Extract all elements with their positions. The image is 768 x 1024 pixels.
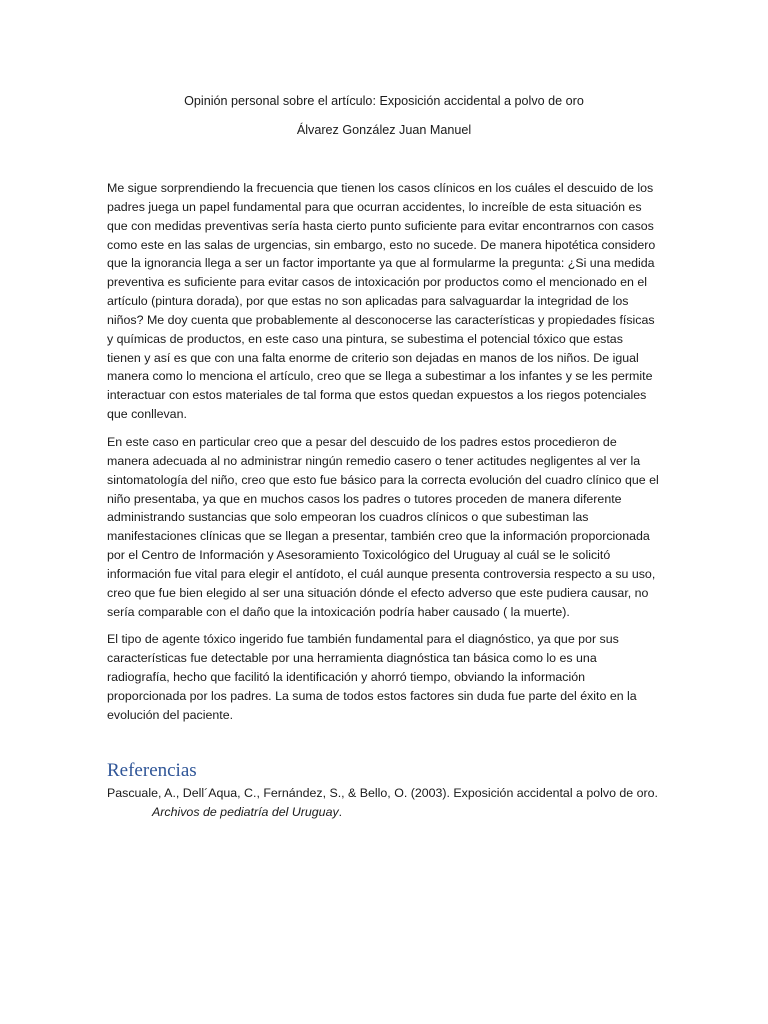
body-paragraph: En este caso en particular creo que a pesar del descuido de los padres estos procedieron de manera adecuada al no administrar ningún remedio casero o tener actitudes negligentes al ver la sintomatología del niño, creo que esto fue básico para la correcta evolución del cuadro clínico que el niño presentaba, ya que en muchos casos los padres o tutores proceden de manera diferente administrando sustancias que solo empeoran los cuadros clínicos o que subestiman las manifestaciones clínicas que se llegan a presentar, también creo que la información proporcionada por el Centro de Información y Asesoramiento Toxicológico del Uruguay al cuál se le solicitó información fue vital para elegir el antídoto, el cuál aunque presenta controversia respecto a su uso, creo que fue bien elegido al ser una situación dónde el efecto adverso que este pudiera causar, no sería comparable con el daño que la intoxicación podría haber causado ( la muerte).	[107, 434, 659, 619]
document-author: Álvarez González Juan Manuel	[296, 123, 472, 137]
body-paragraph: El tipo de agente tóxico ingerido fue también fundamental para el diagnóstico, ya que por sus características fue detectable por una herramienta diagnóstica tan básica como lo es una radiografía, hecho que facilitó la identificación y ahorró tiempo, obviando la información proporcionada por los padres. La suma de todos estos factores sin duda fue parte del éxito en la evolución del paciente.	[107, 632, 637, 722]
document-title: Opinión personal sobre el artículo: Exposición accidental a polvo de oro	[184, 94, 584, 108]
reference-source-line	[107, 803, 667, 822]
references-heading: Referencias	[107, 760, 197, 781]
reference-end-punctuation: .	[338, 805, 343, 819]
body-paragraph: Me sigue sorprendiendo la frecuencia que tienen los casos clínicos en los cuáles el descuido de los padres juega un papel fundamental para que ocurran accidentes, lo increíble de esta situación es que con medidas preventivas sería hasta cierto punto suficiente para evitar encontrarnos con casos como este en las salas de urgencias, sin embargo, esto no sucede. De manera hipotética considero que la ignorancia llega a ser un factor importante ya que al formularme la pregunta: ¿Si una medida preventiva es suficiente para evitar casos de intoxicación por productos como el mencionado en el artículo (pintura dorada), por que estas no son aplicadas para salvaguardar la integridad de los niños? Me doy cuenta que probablemente al desconocerse las características y propiedades físicas y químicas de productos, en este caso una pintura, se subestima el potencial tóxico que estas tienen y así es que con una falta enorme de criterio son dejadas en manos de los niños. De igual manera como lo menciona el artículo, creo que se llega a subestimar a los infantes y se les permite interactuar con estos materiales de tal forma que estos quedan expuestos a los riegos potenciales que conllevan.	[107, 181, 656, 422]
document-body	[107, 179, 660, 734]
reference-authors-title: Pascuale, A., Dell´Aqua, C., Fernández, S., & Bello, O. (2003). Exposición accidental a polvo de oro.	[107, 786, 658, 800]
reference-entry	[107, 784, 667, 822]
reference-journal: Archivos de pediatría del Uruguay	[152, 805, 339, 819]
